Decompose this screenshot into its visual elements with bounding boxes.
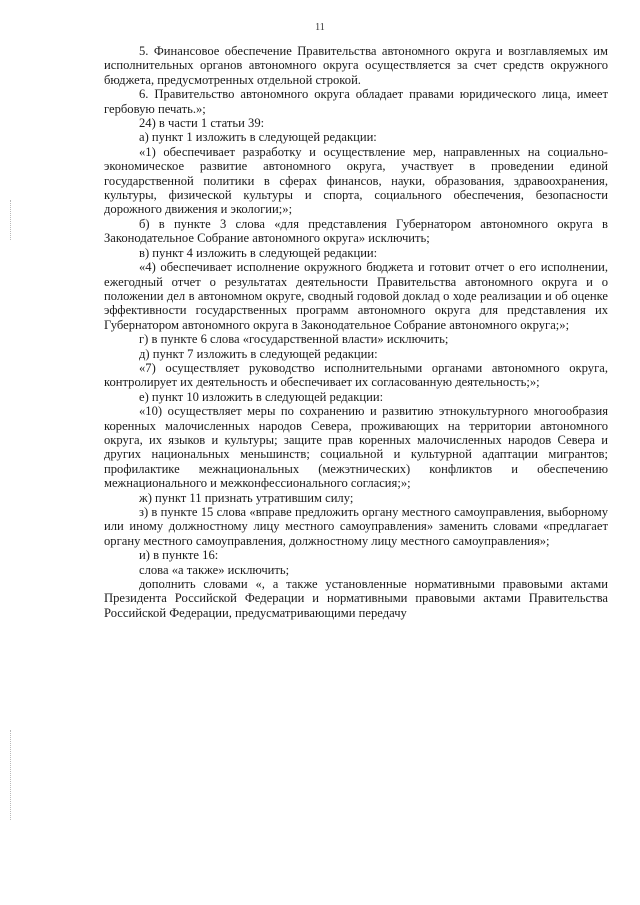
paragraph: е) пункт 10 изложить в следующей редакции:	[139, 389, 384, 404]
paragraph: «7) осуществляет руководство исполнительными органами автономного округа, контролирует их деятельность и обеспечивает их согласованную деятельность;»;	[104, 360, 608, 390]
paragraph: 6. Правительство автономного округа обладает правами юридического лица, имеет гербовую печать.»;	[104, 87, 608, 116]
paragraph: «4) обеспечивает исполнение окружного бюджета и готовит отчет о его исполнении, ежегодный отчет о результатах деятельности Правительства автономного округа и о положении дел в автономном округе, сводный годовой доклад о ходе реализации и об оценке эффективности государственных программ автономного округа для представления их Губернатором автономного округа в Законодательное Собрание автономного округа;»;	[104, 260, 608, 332]
paragraph: ж) пункт 11 признать утратившим силу;	[139, 490, 354, 505]
paragraph: «1) обеспечивает разработку и осуществление мер, направленных на социально-экономическое развитие автономного округа, участвует в проведении единой государственной политики в сферах финансов, науки, образования, здравоохранения, культуры, физической культуры и спорта, социального обеспечения, безопасности дорожного движения и экологии;»;	[104, 144, 608, 217]
paragraph: в) пункт 4 изложить в следующей редакции:	[139, 245, 378, 260]
paragraph: слова «а также» исключить;	[139, 562, 290, 577]
paragraph: дополнить словами «, а также установленные нормативными правовыми актами Президента Российской Федерации и нормативными правовыми актами Правительства Российской Федерации, предусматривающими передачу	[104, 577, 608, 620]
paragraph: д) пункт 7 изложить в следующей редакции:	[139, 346, 378, 361]
paragraph: «10) осуществляет меры по сохранению и развитию этнокультурного многообразия коренных малочисленных народов Севера, проживающих на территории автономного округа, их языков и культуры; защите прав коренных малочисленных народов Севера и других национальных меньшинств; социальной и культурной адаптации мигрантов; профилактике межнациональных (межэтнических) конфликтов и обеспечению межнационального и межконфессионального согласия;»;	[104, 404, 608, 491]
document-body	[104, 44, 608, 620]
paragraph: б) в пункте 3 слова «для представления Губернатором автономного округа в Законодательное Собрание автономного округа» исключить;	[104, 216, 608, 246]
paragraph: а) пункт 1 изложить в следующей редакции:	[139, 130, 377, 145]
scan-margin-mark	[10, 730, 13, 820]
scan-margin-mark	[10, 200, 13, 240]
paragraph: и) в пункте 16:	[139, 548, 219, 563]
paragraph: 24) в части 1 статьи 39:	[139, 116, 265, 131]
page-number: 11	[315, 22, 325, 33]
paragraph: г) в пункте 6 слова «государственной власти» исключить;	[139, 332, 449, 347]
paragraph: з) в пункте 15 слова «вправе предложить органу местного самоуправления, выборному или иному должностному лицу местного самоуправления» заменить словами «предлагает органу местного самоуправления, должностному лицу местного самоуправления»;	[104, 505, 608, 548]
paragraph: 5. Финансовое обеспечение Правительства автономного округа и возглавляемых им исполнительных органов автономного округа осуществляется за счет средств окружного бюджета, предусмотренных отдельной строкой.	[104, 44, 608, 87]
